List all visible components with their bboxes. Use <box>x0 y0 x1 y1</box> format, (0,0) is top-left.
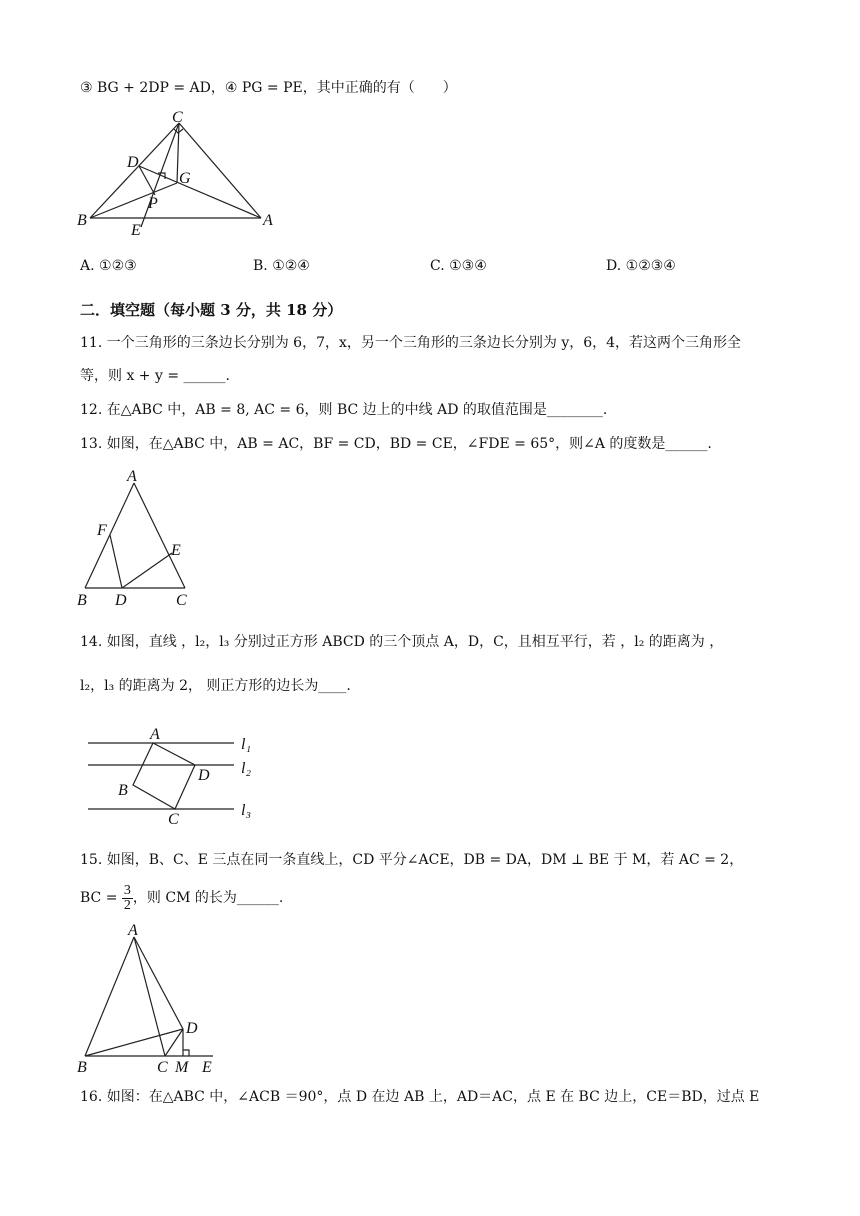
q10-figure <box>75 109 295 245</box>
fig13-label-a: A <box>127 468 137 485</box>
fig13-label-c: C <box>176 592 187 609</box>
fig10-label-a: A <box>263 212 273 229</box>
fig10-label-e: E <box>131 222 141 239</box>
fig14-label-c: C <box>168 811 179 828</box>
q10-option-c: C. ①③④ <box>430 258 487 274</box>
q12-text: 12. 在△ABC 中，AB = 8, AC = 6，则 BC 边上的中线 AD 的取值范围是________. <box>80 402 608 418</box>
q11-line2: 等，则 x + y = ______. <box>80 368 230 384</box>
fig14-label-l3: l₃ <box>241 802 252 819</box>
q14-line1: 14. 如图，直线 ，l₂，l₃ 分别过正方形 ABCD 的三个顶点 A，D，C，且相互平行，若 ，l₂ 的距离为 ， <box>80 634 724 650</box>
q10-continuation: ③ BG + 2DP = AD，④ PG = PE，其中正确的有（ ） <box>80 80 457 96</box>
fig14-label-l1: l₁ <box>241 736 252 753</box>
fig14-label-a: A <box>150 726 160 743</box>
fig13-label-b: B <box>77 592 87 609</box>
q15-line1: 15. 如图，B、C、E 三点在同一条直线上，CD 平分∠ACE，DB = DA，DM ⊥ BE 于 M，若 AC = 2， <box>80 852 744 868</box>
q13-text: 13. 如图，在△ABC 中，AB = AC，BF = CD，BD = CE，∠FDE = 65°，则∠A 的度数是______. <box>80 436 712 452</box>
q14-line2: l₂，l₃ 的距离为 2， 则正方形的边长为____. <box>80 678 351 694</box>
fig13-label-f: F <box>97 522 107 539</box>
q10-option-a: A. ①②③ <box>80 258 137 274</box>
fig10-label-d: D <box>127 154 139 171</box>
fig15-label-c: C <box>157 1059 168 1076</box>
q11-line1: 11. 一个三角形的三条边长分别为 6，7，x，另一个三角形的三条边长分别为 y，6，4，若这两个三角形全 <box>80 335 742 351</box>
fig10-label-b: B <box>77 212 87 229</box>
q13-figure <box>75 465 205 610</box>
q14-figure <box>88 725 288 828</box>
fig15-label-e: E <box>202 1059 212 1076</box>
fig15-label-b: B <box>77 1059 87 1076</box>
fig14-label-d: D <box>198 767 210 784</box>
q15-line2: BC = $\frac{3}{2}$ ，则 CM 的长为______. <box>80 882 284 913</box>
fig15-label-a: A <box>128 922 138 939</box>
q15-fraction: $\frac{3}{2}$ <box>123 882 131 913</box>
q16-text: 16. 如图：在△ABC 中，∠ACB ＝90°，点 D 在边 AB 上，AD＝AC，点 E 在 BC 边上，CE＝BD，过点 E <box>80 1089 760 1105</box>
fig15-label-d: D <box>186 1020 198 1037</box>
fig10-label-p: P <box>148 195 158 212</box>
section-heading: 二．填空题（每小题 3 分，共 18 分） <box>80 301 343 319</box>
fig13-label-e: E <box>171 542 181 559</box>
fig15-label-m: M <box>175 1059 189 1076</box>
q10-option-b: B. ①②④ <box>253 258 310 274</box>
fig10-label-c: C <box>172 109 183 126</box>
q10-option-d: D. ①②③④ <box>606 258 676 274</box>
fig14-label-l2: l₂ <box>241 760 252 777</box>
q15-figure <box>75 920 225 1076</box>
fig14-label-b: B <box>118 782 128 799</box>
fig10-label-g: G <box>179 170 191 187</box>
fig13-label-d: D <box>115 592 127 609</box>
